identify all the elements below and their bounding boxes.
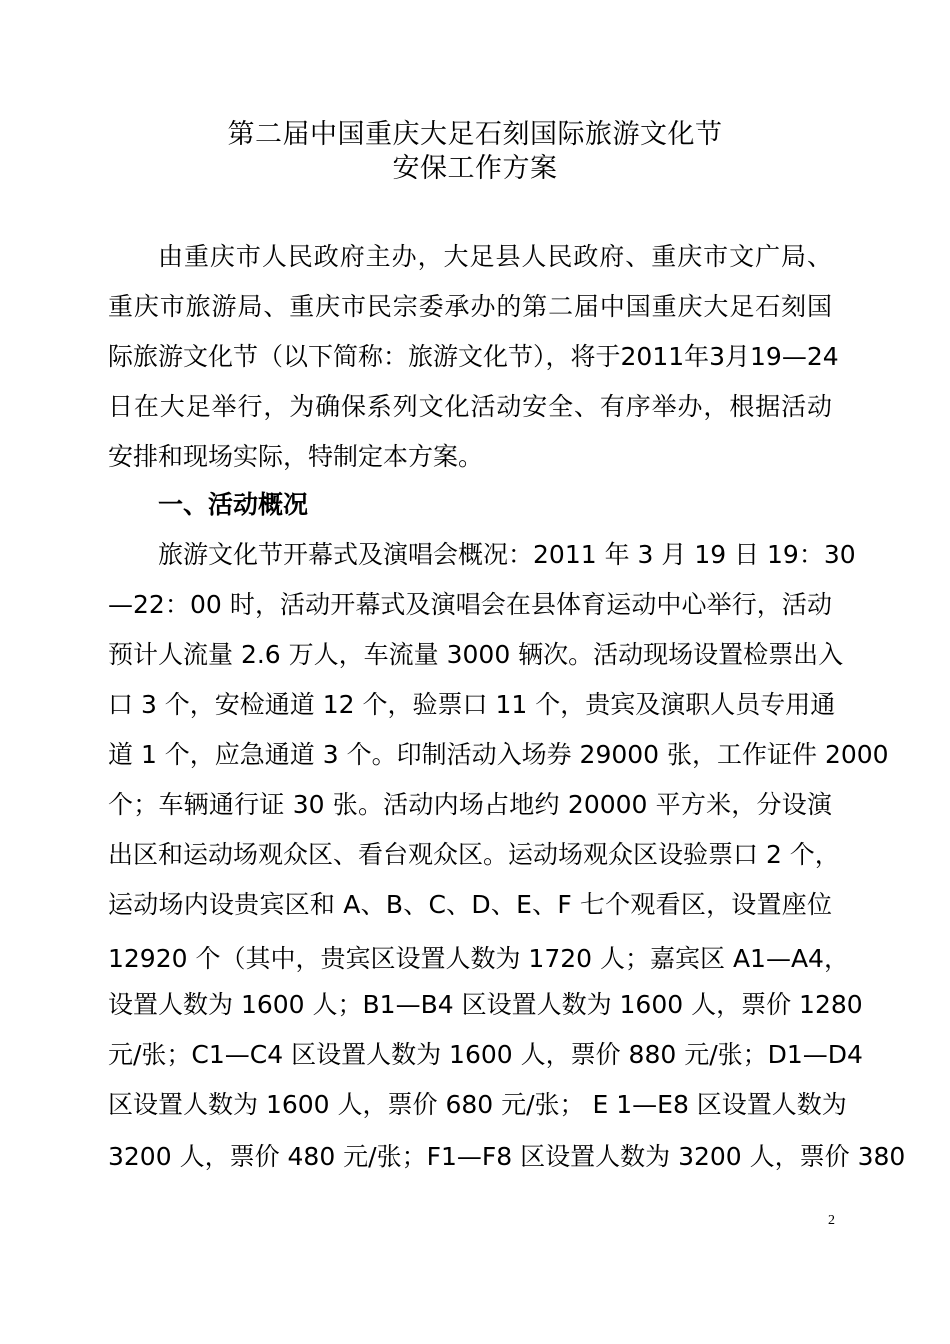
section-paragraph-line: 个；车辆通行证 30 张。活动内场占地约 20000 平方米，分设演 xyxy=(108,790,832,819)
section-paragraph-line: 元/张；C1—C4 区设置人数为 1600 人，票价 880 元/张；D1—D4 xyxy=(108,1040,863,1069)
section-paragraph-line: 运动场内设贵宾区和 A、B、C、D、E、F 七个观看区，设置座位 xyxy=(108,890,832,919)
document-title-line2: 安保工作方案 xyxy=(392,153,558,184)
page-number: 2 xyxy=(828,1213,835,1228)
intro-paragraph-line: 重庆市旅游局、重庆市民宗委承办的第二届中国重庆大足石刻国 xyxy=(108,292,832,321)
section-paragraph-line: 预计人流量 2.6 万人，车流量 3000 辆次。活动现场设置检票出入 xyxy=(108,640,844,669)
section-paragraph-line: —22：00 时，活动开幕式及演唱会在县体育运动中心举行，活动 xyxy=(108,590,832,619)
section-paragraph-line: 设置人数为 1600 人；B1—B4 区设置人数为 1600 人，票价 1280 xyxy=(108,990,863,1019)
intro-paragraph-line: 日在大足举行，为确保系列文化活动安全、有序举办，根据活动 xyxy=(108,392,832,421)
section-heading: 一、活动概况 xyxy=(158,490,309,519)
section-paragraph-line: 12920 个（其中，贵宾区设置人数为 1720 人；嘉宾区 A1—A4， xyxy=(108,944,849,973)
intro-paragraph-line: 际旅游文化节（以下简称：旅游文化节），将于2011年3月19—24 xyxy=(108,342,839,371)
section-paragraph-line: 道 1 个，应急通道 3 个。印制活动入场券 29000 张，工作证件 2000 xyxy=(108,740,889,769)
document-title-line1: 第二届中国重庆大足石刻国际旅游文化节 xyxy=(227,119,723,150)
section-paragraph-line: 旅游文化节开幕式及演唱会概况：2011 年 3 月 19 日 19：30 xyxy=(158,540,856,569)
intro-paragraph-line: 安排和现场实际，特制定本方案。 xyxy=(108,442,484,471)
section-paragraph-line: 出区和运动场观众区、看台观众区。运动场观众区设验票口 2 个， xyxy=(108,840,840,869)
intro-paragraph-line: 由重庆市人民政府主办，大足县人民政府、重庆市文广局、 xyxy=(158,242,832,271)
section-paragraph-line: 区设置人数为 1600 人，票价 680 元/张； E 1—E8 区设置人数为 xyxy=(108,1090,847,1119)
section-paragraph-line: 3200 人，票价 480 元/张；F1—F8 区设置人数为 3200 人，票价 380 xyxy=(108,1142,906,1171)
section-paragraph-line: 口 3 个，安检通道 12 个，验票口 11 个，贵宾及演职人员专用通 xyxy=(108,690,836,719)
